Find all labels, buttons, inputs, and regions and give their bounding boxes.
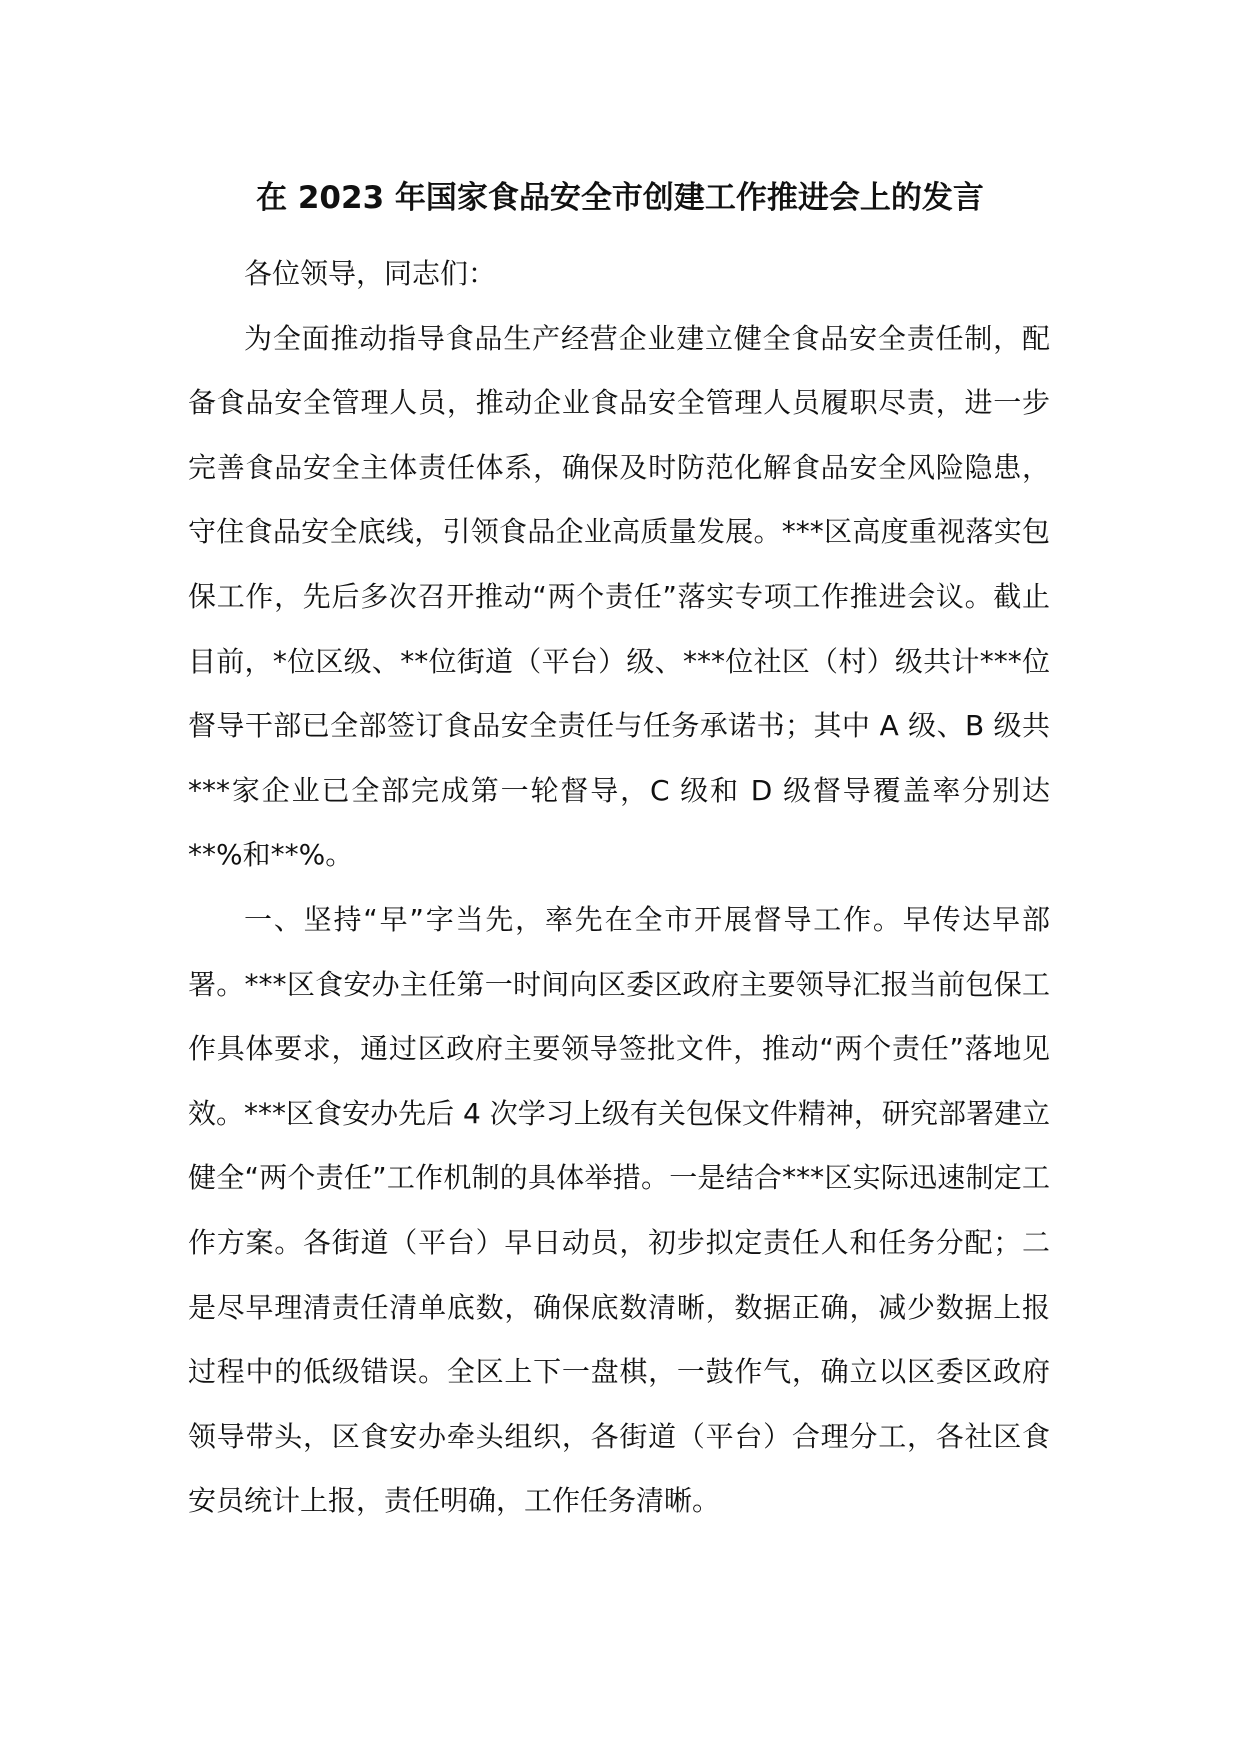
paragraph-section-one: 一、坚持“早”字当先，率先在全市开展督导工作。早传达早部署。***区食安办主任第一时间向区委区政府主要领导汇报当前包保工作具体要求，通过区政府主要领导签批文件，推动“两个责任”落地见效。***区食安办先后 4 次学习上级有关包保文件精神，研究部署建立健全“两个责任”工作机制的具体举措。一是结合***区实际迅速制定工作方案。各街道（平台）早日动员，初步拟定责任人和任务分配；二是尽早理清责任清单底数，确保底数清晰，数据正确，减少数据上报过程中的低级错误。全区上下一盘棋，一鼓作气，确立以区委区政府领导带头，区食安办牵头组织，各街道（平台）合理分工，各社区食安员统计上报，责任明确，工作任务清晰。 — [188, 902, 1050, 1518]
document-title: 在 2023 年国家食品安全市创建工作推进会上的发言 — [256, 180, 984, 216]
salutation: 各位领导，同志们： — [244, 257, 497, 290]
document-body — [188, 242, 1050, 1534]
paragraph-intro: 为全面推动指导食品生产经营企业建立健全食品安全责任制，配备食品安全管理人员，推动企业食品安全管理人员履职尽责，进一步完善食品安全主体责任体系，确保及时防范化解食品安全风险隐患，守住食品安全底线，引领食品企业高质量发展。***区高度重视落实包保工作，先后多次召开推动“两个责任”落实专项工作推进会议。截止目前，*位区级、**位街道（平台）级、***位社区（村）级共计***位督导干部已全部签订食品安全责任与任务承诺书；其中 A 级、B 级共***家企业已全部完成第一轮督导，C 级和 D 级督导覆盖率分别达**%和**%。 — [188, 321, 1050, 872]
